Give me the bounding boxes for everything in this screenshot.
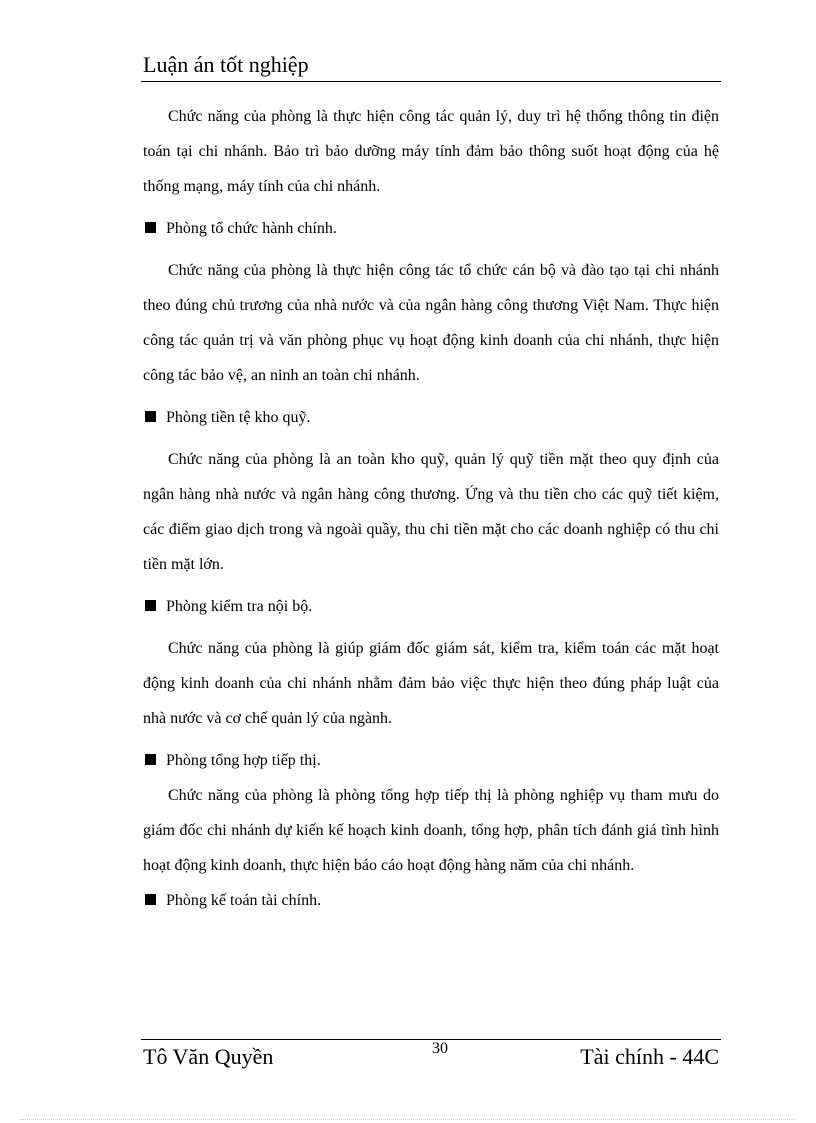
page-number: 30 bbox=[432, 1040, 448, 1057]
section-heading-label: Phòng kế toán tài chính. bbox=[166, 892, 322, 909]
paragraph-it-department: Chức năng của phòng là thực hiện công tác quản lý, duy trì hệ thống thông tin điện toán tại chi nhánh. Bảo trì bảo dưỡng máy tính đảm bảo thông suốt hoạt động của hệ thống mạng, máy tính của chi nhánh. bbox=[143, 108, 719, 195]
page-bottom-divider bbox=[20, 1119, 796, 1120]
footer-course: Tài chính - 44C bbox=[580, 1044, 719, 1069]
footer-author: Tô Văn Quyền bbox=[143, 1044, 274, 1069]
square-bullet-icon bbox=[145, 754, 156, 765]
section-heading-label: Phòng tổ chức hành chính. bbox=[166, 220, 337, 237]
paragraph-marketing: Chức năng của phòng là phòng tổng hợp tiếp thị là phòng nghiệp vụ tham mưu do giám đốc chi nhánh dự kiến kế hoạch kinh doanh, tổng hợp, phân tích đánh giá tình hình hoạt động kinh doanh, thực hiện báo cáo hoạt động hàng năm của chi nhánh. bbox=[143, 787, 719, 874]
section-heading-audit bbox=[143, 589, 719, 624]
square-bullet-icon bbox=[145, 600, 156, 611]
section-heading-label: Phòng kiểm tra nội bộ. bbox=[166, 598, 313, 615]
section-heading-label: Phòng tổng hợp tiếp thị. bbox=[166, 752, 321, 769]
section-heading-treasury bbox=[143, 400, 719, 435]
square-bullet-icon bbox=[145, 411, 156, 422]
header-title: Luận án tốt nghiệp bbox=[143, 52, 309, 77]
paragraph-audit: Chức năng của phòng là giúp giám đốc giám sát, kiểm tra, kiểm toán các mặt hoạt động kinh doanh của chi nhánh nhằm đảm bảo việc thực hiện theo đúng pháp luật của nhà nước và cơ chế quản lý của ngành. bbox=[143, 640, 719, 727]
section-heading-marketing bbox=[143, 743, 719, 778]
section-heading-label: Phòng tiền tệ kho quỹ. bbox=[166, 409, 311, 426]
section-heading-accounting bbox=[143, 883, 719, 918]
section-heading-admin bbox=[143, 211, 719, 246]
paragraph-admin: Chức năng của phòng là thực hiện công tác tổ chức cán bộ và đào tạo tại chi nhánh theo đúng chủ trương của nhà nước và của ngân hàng công thương Việt Nam. Thực hiện công tác quản trị và văn phòng phục vụ hoạt động kinh doanh của chi nhánh, thực hiện công tác bảo vệ, an ninh an toàn chi nhánh. bbox=[143, 262, 719, 384]
header-rule bbox=[141, 81, 721, 82]
square-bullet-icon bbox=[145, 894, 156, 905]
square-bullet-icon bbox=[145, 222, 156, 233]
paragraph-treasury: Chức năng của phòng là an toàn kho quỹ, quản lý quỹ tiền mặt theo quy định của ngân hàng nhà nước và ngân hàng công thương. Ứng và thu tiền cho các quỹ tiết kiệm, các điểm giao dịch trong và ngoài quầy, thu chi tiền mặt cho các doanh nghiệp có thu chi tiền mặt lớn. bbox=[143, 451, 719, 573]
body-text bbox=[143, 99, 719, 918]
